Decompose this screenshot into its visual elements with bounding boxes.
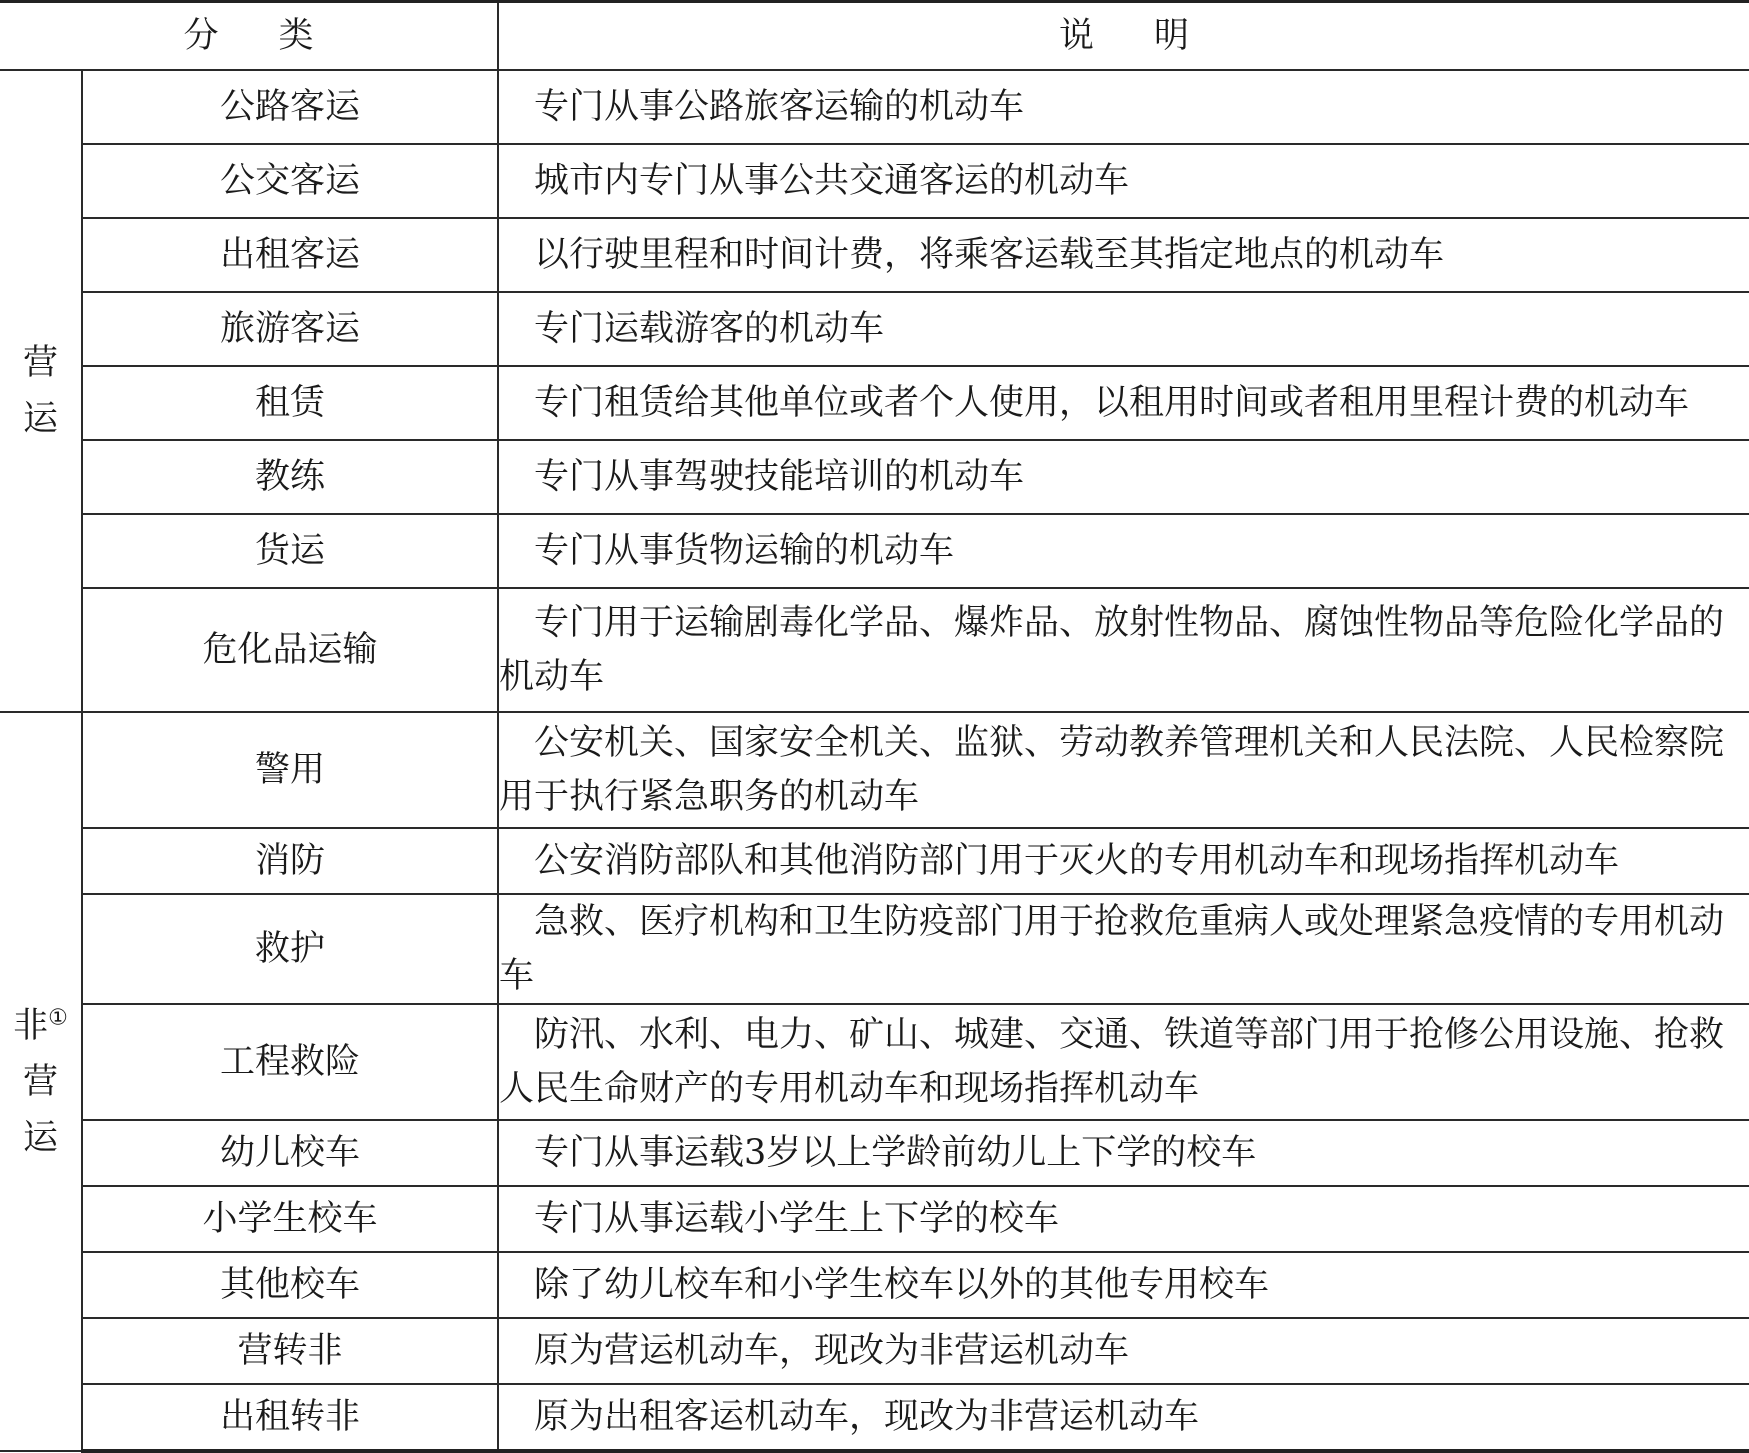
table-row [0, 1004, 1749, 1120]
header-category-char-1: 分 [183, 16, 219, 56]
category-cell: 小学生校车 [82, 1186, 498, 1252]
description-cell: 急救、医疗机构和卫生防疫部门用于抢救危重病人或处理紧急疫情的专用机动车 [498, 894, 1749, 1004]
description-cell: 专门用于运输剧毒化学品、爆炸品、放射性物品、腐蚀性物品等危险化学品的机动车 [498, 588, 1749, 712]
category-cell: 公路客运 [82, 70, 498, 144]
category-cell: 教练 [82, 440, 498, 514]
table-row [0, 712, 1749, 828]
category-cell: 幼儿校车 [82, 1120, 498, 1186]
category-cell: 营转非 [82, 1318, 498, 1384]
group-label-operating [0, 70, 82, 712]
category-cell: 出租转非 [82, 1384, 498, 1451]
description-cell: 专门从事驾驶技能培训的机动车 [498, 440, 1749, 514]
header-category-char-2: 类 [278, 16, 314, 56]
description-cell: 专门租赁给其他单位或者个人使用，以租用时间或者租用里程计费的机动车 [498, 366, 1749, 440]
description-cell: 城市内专门从事公共交通客运的机动车 [498, 144, 1749, 218]
table-row [0, 218, 1749, 292]
table-row [0, 1318, 1749, 1384]
description-cell: 专门从事运载3岁以上学龄前幼儿上下学的校车 [498, 1120, 1749, 1186]
table-row [0, 1186, 1749, 1252]
category-cell: 出租客运 [82, 218, 498, 292]
table-row [0, 440, 1749, 514]
table-row [0, 144, 1749, 218]
table-row [0, 894, 1749, 1004]
header-category [0, 2, 498, 71]
group-char [0, 998, 81, 1054]
table-header-row [0, 2, 1749, 71]
description-cell: 以行驶里程和时间计费，将乘客运载至其指定地点的机动车 [498, 218, 1749, 292]
category-cell: 旅游客运 [82, 292, 498, 366]
description-cell: 原为出租客运机动车，现改为非营运机动车 [498, 1384, 1749, 1451]
group-char-text: 非 [13, 1005, 49, 1046]
table-row [0, 366, 1749, 440]
table-row [0, 1384, 1749, 1451]
description-cell: 防汛、水利、电力、矿山、城建、交通、铁道等部门用于抢修公用设施、抢救人民生命财产的专用机动车和现场指挥机动车 [498, 1004, 1749, 1120]
description-cell: 公安消防部队和其他消防部门用于灭火的专用机动车和现场指挥机动车 [498, 828, 1749, 894]
description-cell: 专门运载游客的机动车 [498, 292, 1749, 366]
description-cell: 专门从事货物运输的机动车 [498, 514, 1749, 588]
description-cell: 公安机关、国家安全机关、监狱、劳动教养管理机关和人民法院、人民检察院用于执行紧急职务的机动车 [498, 712, 1749, 828]
category-cell: 货运 [82, 514, 498, 588]
category-cell: 消防 [82, 828, 498, 894]
description-cell: 专门从事公路旅客运输的机动车 [498, 70, 1749, 144]
table-row [0, 1120, 1749, 1186]
description-cell: 原为营运机动车，现改为非营运机动车 [498, 1318, 1749, 1384]
group-char: 运 [22, 1117, 58, 1158]
table-row [0, 1252, 1749, 1318]
table-row [0, 70, 1749, 144]
description-cell: 专门从事运载小学生上下学的校车 [498, 1186, 1749, 1252]
category-cell: 工程救险 [82, 1004, 498, 1120]
header-description [498, 2, 1749, 71]
category-cell: 租赁 [82, 366, 498, 440]
group-char: 运 [22, 399, 58, 439]
footnote-marker: ① [48, 1004, 68, 1030]
table-row [0, 514, 1749, 588]
category-cell: 救护 [82, 894, 498, 1004]
table-row [0, 292, 1749, 366]
table-row [0, 828, 1749, 894]
group-char: 营 [22, 1061, 58, 1102]
category-cell: 公交客运 [82, 144, 498, 218]
description-cell: 除了幼儿校车和小学生校车以外的其他专用校车 [498, 1252, 1749, 1318]
group-char: 营 [22, 343, 58, 383]
category-cell: 危化品运输 [82, 588, 498, 712]
category-cell: 其他校车 [82, 1252, 498, 1318]
group-label-non-operating [0, 712, 82, 1451]
header-desc-char-2: 明 [1154, 16, 1190, 56]
category-cell: 警用 [82, 712, 498, 828]
header-desc-char-1: 说 [1058, 16, 1094, 56]
table-row [0, 588, 1749, 712]
